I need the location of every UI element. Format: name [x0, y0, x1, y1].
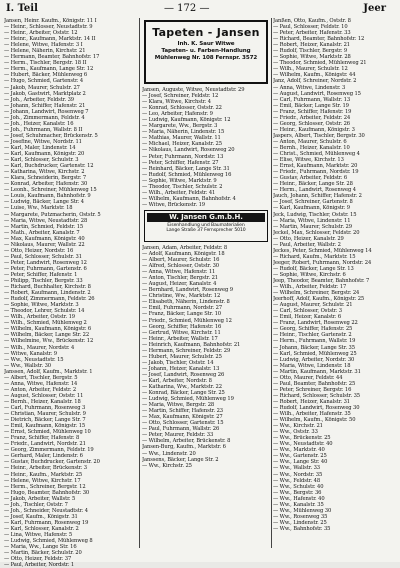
- directory-entry: — Paul, Arbeiter, Wallstr. 2: [273, 241, 341, 248]
- directory-entry: — Konrad, Schlosser, Oststr. 22: [142, 105, 222, 112]
- directory-entry: Jansen-Burg, Kaufm., Marktstr. 6: [142, 444, 226, 451]
- directory-entry: — Ww., Neustadtstr. 40: [273, 441, 333, 448]
- directory-entry: — Anna, Witwe, Hafenstr. 11: [142, 269, 216, 276]
- directory-entry: — Anton, Maurer, Schulstr. 6: [273, 138, 347, 145]
- directory-entry: — Lina, Witwe, Hafenstr. 5: [4, 531, 73, 538]
- directory-entry: — Ww., Kirchstr. 25: [142, 462, 192, 469]
- directory-entry: — Rudolf, Zimmermann, Feldstr. 26: [4, 296, 95, 303]
- directory-entry: — Heinrich, Kaufmann, Bahnhofstr. 21: [142, 341, 241, 348]
- directory-entry: — Theodor, Tischler, Schulstr. 2: [142, 183, 223, 190]
- directory-entry: — Hermann, Beamter, Bahnhofstr. 17: [4, 54, 100, 61]
- directory-entry: — August, Landwirt, Rosenweg 15: [273, 90, 361, 97]
- directory-entry: — Max, Kaufmann, Königstr. 27: [142, 414, 223, 421]
- directory-entry: — Jakob, Tischler, Oststr. 14: [142, 359, 214, 366]
- directory-entry: — Friedr., Landwirt, Nordstr. 21: [4, 441, 86, 448]
- directory-entry: — Maria, Witwe, Lindenstr. 11: [273, 217, 351, 224]
- directory-entry: — Christian, Maurer, Schulstr. 9: [4, 411, 86, 418]
- directory-entry: — Heinr., Arbeiter, Wallstr. 17: [142, 335, 218, 342]
- directory-entry: Jeeger, Robert, Fuhrmann, Nordstr. 24: [273, 259, 372, 266]
- directory-entry: — Ww., Kirchstr. 21: [273, 423, 323, 430]
- directory-entry: — Joh., Fuhrmann, Wallstr. 8 II: [4, 126, 83, 133]
- directory-entry: — Anton, Arbeiter, Feldstr. 2: [4, 386, 77, 393]
- directory-entry: — Josef, Kaufm., Königstr. 31: [4, 513, 78, 520]
- directory-entry: — Richard, Schlosser, Schulstr. 35: [273, 392, 360, 399]
- directory-entry: — Heinr., Schlosser, Neustadtstr. 9: [4, 24, 93, 31]
- directory-entry: — Ww., Nordstr. 35: [273, 471, 323, 478]
- directory-entry: — Anna, Witwe, Hafenstr. 14: [4, 380, 78, 387]
- directory-entry: — Emil, Bäcker, Lange Str. 19: [273, 102, 349, 109]
- directory-entry: — Carl, Fuhrmann, Rosenweg 3: [4, 405, 86, 411]
- directory-entry: — Wilhelm, Kaufmann, Bahnhofstr. 4: [142, 195, 236, 202]
- directory-entry: — Katharina, Ww., Marktstr. 22: [142, 384, 222, 391]
- section-label: I. Teil: [6, 3, 38, 14]
- directory-entry: — Rudolf, Landwirt, Rosenweg 30: [273, 405, 360, 411]
- directory-entry: — Peter, Maurer, Feldstr. 33: [142, 432, 214, 439]
- directory-entry: — Sophie, Witwe, Marktstr. 9: [142, 177, 217, 184]
- directory-entry: — Paul, Fuhrmann, Wallstr. 26: [142, 426, 220, 433]
- directory-entry: Jauch, Johann, Schiffer, Hafenstr. 2: [273, 193, 362, 200]
- directory-entry: — Wilhelm, Kaufmann, Königstr. 6: [4, 326, 92, 333]
- directory-entry: — Bernh., Heizer, Kanalstr. 18: [4, 398, 81, 405]
- directory-entry: — Robert, Kaufmann, Lindenstr. 2: [4, 290, 91, 297]
- directory-entry: — Carl, Schlosser, Oststr. 3: [273, 308, 342, 315]
- ad-line: Inh. K. Saur Witwe: [177, 41, 235, 47]
- directory-entry: — Heinr., Arbeiter, Oststr. 12: [4, 30, 78, 37]
- directory-entry: — Wilh., Maurer, Nordstr. 4: [4, 344, 75, 351]
- directory-entry: — Leo, Arbeiter, Hafenstr. 9: [142, 111, 213, 118]
- directory-entry: — Anna, Witwe, Lindenstr. 3: [273, 84, 346, 91]
- directory-entry: — Friedr., Schmied, Mühlenweg 12: [142, 317, 232, 324]
- directory-entry: — Katharina, Witwe, Kirchstr. 2: [4, 169, 85, 176]
- directory-entry: — Karl, Buchdrucker, Gartenstr. 12: [4, 163, 94, 170]
- directory-entry: — Karl, Fuhrmann, Rosenweg 19: [4, 519, 89, 526]
- directory-entry: — Herm., Fuhrmann, Wallstr. 19: [273, 338, 356, 345]
- directory-entry: — Ww., Brückenstr. 25: [273, 435, 331, 442]
- directory-entry: — Wilhelm, Kaufm., Königstr. 44: [273, 72, 356, 79]
- directory-entry: — Heinr., Tischler, Gartenstr. 2: [273, 332, 352, 339]
- directory-entry: — Johann, Bäcker, Lange Str. 35: [273, 344, 355, 351]
- directory-entry: — Herm., Schreiner, Bergstr. 12: [4, 483, 86, 490]
- directory-entry: — Hermann, Schreiner, Feldstr. 29: [142, 347, 231, 354]
- directory-entry: — Christ., Schmied, Mühlenweg 4: [273, 151, 360, 158]
- directory-entry: — Heinr., Arbeiter, Brückenstr. 3: [4, 465, 87, 472]
- directory-entry: Janssen, Adolf, Kaufm., Marktstr. 1: [4, 368, 93, 375]
- directory-entry: — Anton, Tischler, Bergstr. 21: [142, 275, 218, 282]
- directory-entry: — Sophie, Witwe, Marktstr. 3: [4, 302, 79, 309]
- directory-entry: — Josef, Schuhmacher, Brückenstr. 5: [4, 132, 98, 139]
- directory-entry: — Wilh., Arbeiter, Feldstr. 41: [142, 189, 216, 196]
- directory-entry: — Albert, Tischler, Bergstr. 5: [4, 374, 78, 381]
- directory-entry: — Heinr., Kaufmann, Königstr. 3: [273, 126, 355, 133]
- directory-entry: — Georg, Schiffer, Hafenstr. 25: [273, 326, 353, 333]
- directory-entry: — Albert, Maurer, Schulstr. 16: [142, 257, 220, 264]
- directory-entry: — Alfred, Schlosser, Oststr. 30: [142, 263, 219, 270]
- directory-entry: — August, Schlosser, Oststr. 11: [4, 392, 84, 399]
- directory-entry: — Ww., Lindenstr. 20: [142, 450, 196, 457]
- directory-entry: — Dietrich, Bäcker, Lange Str. 7: [4, 417, 86, 424]
- directory-entry: — Wilhelm, Kaufm., Königstr. 50: [273, 417, 356, 424]
- directory-entry: — Ernst, Kaufmann, Marktstr. 20: [273, 163, 358, 170]
- directory-entry: — Margarete, Ww., Bergstr. 3: [142, 123, 218, 130]
- directory-entry: — Elisabeth, Näherin, Lindenstr. 8: [142, 299, 230, 306]
- directory-entry: — Witwe, Kanalstr. 9: [4, 350, 57, 357]
- directory-entry: — Josef, Schreiner, Gartenstr. 8: [273, 199, 353, 206]
- directory-entry: — Ww., Hafenstr. 40: [273, 495, 325, 502]
- directory-entry: — Ludwig, Schmied, Mühlenweg 8: [4, 538, 93, 545]
- directory-entry: — Peter, Schreiner, Bergstr. 16: [273, 386, 352, 393]
- directory-entry: — Joh., Zimmermann, Feldstr. 4: [4, 114, 85, 121]
- directory-entry: — Josefine, Witwe, Nordstr. 11: [4, 138, 82, 145]
- directory-entry: — Sophie, Witwe, Marktstr. 28: [273, 54, 351, 61]
- directory-entry: — Peter, Landwirt, Rosenweg 12: [4, 259, 87, 266]
- directory-entry: — Martin, Bäcker, Schulstr. 20: [4, 550, 82, 557]
- directory-entry: — Max, Kaufmann, Königstr. 40: [4, 235, 85, 242]
- directory-entry: — Rudolf, Bäcker, Lange Str. 13: [273, 265, 354, 272]
- directory-entry: — Heinr., Bäcker, Lange Str. 28: [273, 181, 353, 188]
- directory-entry: — Wilhelm, Arbeiter, Brückenstr. 8: [142, 438, 231, 445]
- directory-entry: — Ww., Kanalstr. 35: [273, 501, 324, 508]
- directory-entry: — Margarete, Putzmacherin, Oststr. 5: [4, 211, 101, 218]
- directory-entry: Janz, Adolf, Schreiner, Nordstr. 2: [273, 78, 357, 85]
- directory-entry: — Ww., Lange Str. 40: [273, 459, 328, 466]
- directory-entry: — Otto, Schlosser, Gartenstr. 15: [142, 420, 224, 427]
- directory-entry: — Richard, Kaufm., Marktstr. 15: [273, 253, 356, 260]
- directory-entry: — Joh., Tischler, Oststr. 7: [4, 501, 68, 508]
- directory-entry: — Hugo, Beamter, Bahnhofstr. 30: [4, 489, 90, 496]
- directory-entry: — Wilhelmine, Ww., Brückenstr. 12: [4, 338, 94, 345]
- directory-entry: — Ww., Mühlenweg 30: [273, 507, 332, 514]
- directory-entry: — Klara, Schneiderin, Bergstr. 7: [4, 175, 87, 182]
- directory-entry: — Hubert, Bäcker, Mühlenweg 6: [4, 72, 88, 79]
- directory-entry: — Maria, Ww., Lange Str. 16: [4, 544, 77, 551]
- directory-entry: — Josef, Landwirt, Rosenweg 26: [142, 371, 225, 378]
- directory-entry: — August, Heizer, Kanalstr. 4: [142, 281, 217, 288]
- directory-entry: — Georg, Schlosser, Oststr. 26: [273, 120, 351, 127]
- directory-entry: — Martin, Schmied, Feldstr. 15: [4, 223, 84, 230]
- directory-entry: — Leonh., Schreiner, Mühlenweg 15: [4, 187, 97, 194]
- directory-entry: — Peter, Fuhrmann, Nordstr. 13: [142, 153, 224, 160]
- directory-entry: — Ww., Gartenstr. 25: [273, 453, 327, 460]
- directory-entry: — August, Maurer, Schulstr. 21: [273, 302, 353, 309]
- directory-entry: — Richard, Buchhalter, Kirchstr. 8: [4, 284, 91, 291]
- directory-entry: — Gustav, Buchdrucker, Gartenstr. 20: [4, 459, 100, 466]
- directory-entry: — Klara, Witwe, Kirchstr. 4: [142, 99, 211, 106]
- page-header: [6, 3, 394, 17]
- directory-entry: — Helene, Näherin, Kirchstr. 21: [4, 48, 86, 55]
- directory-entry: — Helene, Witwe, Hafenstr. 3 I: [4, 42, 83, 49]
- column-divider: [139, 18, 140, 548]
- directory-entry: — Joh., Schneider, Neustadtstr. 4: [4, 507, 88, 514]
- directory-entry: — Ludwig, Bäcker, Lange Str. 4: [4, 199, 84, 206]
- directory-entry: — Wilh., Arbeiter, Oststr. 19: [4, 314, 75, 321]
- directory-entry: — Carl, Fuhrmann, Wallstr. 13: [273, 96, 351, 103]
- directory-entry: — Peter, Arbeiter, Hafenstr. 33: [273, 30, 351, 37]
- directory-entry: — Reinhard, Bäcker, Lange Str. 31: [142, 165, 230, 172]
- directory-entry: — Math., Arbeiter, Kanalstr. 7: [4, 229, 80, 236]
- directory-entry: Janssens, Bäcker, Lange Str. 2: [142, 456, 219, 463]
- advertisement-tapeten-jansen: [144, 20, 268, 84]
- directory-entry: — Jakob, Maurer, Schulstr. 27: [4, 84, 80, 91]
- directory-entry: — Franz, Bäcker, Lange Str. 10: [142, 311, 221, 318]
- directory-entry: — Joh., Arbeiter, Feldstr. 39: [4, 96, 74, 103]
- directory-entry: — Maria, Näherin, Lindenstr. 15: [142, 129, 225, 136]
- directory-entry: — Peter, Schiffer, Hafenstr. 27: [142, 159, 219, 166]
- directory-entry: — Wilh., Arbeiter, Hafenstr. 35: [273, 411, 351, 418]
- entry-list: [142, 87, 270, 208]
- directory-entry: Jaspers, Albert, Tischler, Bergstr. 30: [273, 132, 365, 139]
- directory-entry: — Peter, Fuhrmann, Gartenstr. 6: [4, 265, 87, 272]
- directory-entry: — Martin, Maurer, Schulstr. 29: [273, 223, 352, 230]
- directory-column-3: [273, 18, 397, 532]
- directory-entry: — Ludwig, Arbeiter, Nordstr. 30: [273, 356, 355, 363]
- directory-entry: — Ww., Feldstr. 48: [273, 477, 321, 484]
- directory-entry: — Josef, Schreiner, Feldstr. 12: [142, 93, 219, 100]
- directory-entry: — Louis, Kaufmann, Bahnhofstr. 9: [4, 193, 91, 200]
- directory-entry: — Michael, Heizer, Kanalstr. 25: [142, 141, 222, 148]
- advertisement-w-jansen: [144, 210, 268, 242]
- directory-column-1: [4, 18, 138, 568]
- directory-entry: — Theodor, Lehrer, Schulstr. 14: [4, 308, 85, 315]
- ad-line: Tapeten- u. Farben-Handlung: [161, 48, 251, 54]
- directory-entry: — Karl, Schmied, Mühlenweg 25: [273, 350, 357, 357]
- directory-column-2: [142, 18, 270, 469]
- directory-entry: — Helene, Witwe, Kirchstr. 17: [4, 477, 81, 484]
- directory-entry: — Herm., Tischler, Bergstr. 18 II: [4, 60, 87, 67]
- directory-entry: — Friedr., Arbeiter, Feldstr. 24: [273, 114, 351, 121]
- directory-entry: — Richard, Beamter, Bahnhofstr. 12: [273, 36, 365, 43]
- directory-entry: — Ww., Oststr. 33: [273, 429, 318, 436]
- directory-entry: — Heinr., Kaufm., Marktstr. 25: [4, 471, 83, 478]
- directory-entry: — Franz, Landwirt, Rosenweg 22: [273, 320, 358, 327]
- directory-entry: — Paul, Arbeiter, Nordstr. 1: [4, 562, 75, 568]
- directory-entry: — Karl, Maler, Lindenstr. 14: [4, 144, 76, 151]
- directory-entry: — Martin, Schiffer, Hafenstr. 23: [142, 408, 223, 415]
- ad-line: Mühlenweg Nr. 108 Fernspr. 3572: [154, 55, 258, 61]
- directory-entry: — Karl, Schlosser, Kanalstr. 2: [4, 525, 79, 532]
- column-divider: [271, 18, 272, 548]
- directory-entry: Jansen, Adam, Arbeiter, Feldstr. 8: [142, 244, 228, 251]
- directory-entry: — Ww., Neustadtstr. 15: [4, 356, 64, 363]
- directory-entry: — Ww., Bahnhofstr. 35: [273, 525, 331, 532]
- directory-entry: — Konrad, Arbeiter, Hafenstr. 30: [4, 181, 88, 188]
- directory-entry: — Peter, Schiffer, Hafenstr. 1: [4, 271, 78, 278]
- directory-entry: Jeerhoff, Adolf, Kaufm., Königstr. 25: [273, 296, 365, 303]
- directory-entry: — Ww., Marktstr. 40: [273, 447, 325, 454]
- directory-entry: — Philipp, Tischler, Bergstr. 33: [4, 278, 83, 285]
- directory-entry: — Gerhard, Maler, Lindenstr. 6: [4, 453, 83, 460]
- directory-entry: — Wilh., Arbeiter, Feldstr. 17: [273, 284, 347, 291]
- directory-entry: — Wilh., Schmied, Mühlenweg 2: [4, 320, 87, 327]
- directory-entry: — Franz, Schiffer, Hafenstr. 8: [4, 435, 80, 442]
- directory-entry: — Johann, Schiffer, Hafenstr. 21: [4, 102, 86, 109]
- directory-entry: — Christine, Ww., Marktstr. 12: [142, 293, 221, 300]
- directory-entry: — Emil, Kaufmann, Königstr. 15: [4, 423, 86, 430]
- directory-entry: — Karl, Kaufmann, Königstr. 9: [273, 205, 350, 212]
- directory-entry: — Georg, Schiffer, Hafenstr. 16: [142, 323, 222, 330]
- directory-entry: — Ludwig, Schmied, Mühlenweg 19: [142, 396, 234, 403]
- directory-entry: — Wilhelm, Bäcker, Lange Str. 22: [4, 332, 90, 339]
- directory-entry: — Paul, Schlosser, Feldstr. 10: [273, 24, 348, 31]
- directory-entry: Jeep, Theodor, Beamter, Bahnhofstr. 7: [273, 278, 370, 285]
- directory-entry: — Otto, Maurer, Feldstr. 44: [273, 374, 343, 381]
- directory-entry: — Robert, Heizer, Kanalstr. 31: [273, 398, 350, 405]
- directory-entry: — Rudolf, Tischler, Bergstr. 9: [273, 48, 348, 55]
- directory-entry: — Konrad, Bäcker, Lange Str. 25: [142, 390, 225, 397]
- directory-entry: — Robert, Heizer, Kanalstr. 21: [273, 42, 350, 49]
- directory-entry: — Rudolf, Schmied, Mühlenweg 16: [142, 171, 232, 178]
- directory-entry: — Maria, Witwe, Bergstr. 28: [142, 402, 215, 409]
- directory-entry: — Hubert, Maurer, Schulstr. 25: [142, 353, 222, 360]
- directory-entry: — Martin, Kaufmann, Marktstr. 31: [273, 368, 361, 375]
- directory-entry: — Emil, Fuhrmann, Nordstr. 27: [142, 305, 223, 312]
- directory-entry: — Jakob, Arbeiter, Wallstr. 5: [4, 495, 76, 502]
- directory-entry: Jeckes, Peter, Schmied, Mühlenweg 14: [273, 247, 372, 254]
- directory-entry: — Franz, Schiffer, Hafenstr. 19: [273, 108, 352, 115]
- directory-entry: — Otto, Heizer, Feldstr. 37: [4, 556, 72, 563]
- directory-entry: — Karl, Schlosser, Schulstr. 3: [4, 157, 79, 164]
- directory-entry: — Hugo, Schmied, Gartenstr. 4: [4, 78, 84, 85]
- ad-title: W. Jansen G.m.b.H.: [147, 213, 265, 222]
- directory-entry: — Theodor, Schmied, Mühlenweg 21: [273, 60, 367, 67]
- directory-entry: — Ww., Wallstr. 30: [4, 362, 51, 369]
- directory-entry: — Nikolaus, Landwirt, Rosenweg 20: [142, 147, 235, 154]
- directory-entry: — Johann, Landwirt, Rosenweg 7: [4, 108, 89, 115]
- directory-entry: — Sophie, Witwe, Kirchstr. 6: [273, 271, 346, 278]
- directory-entry: — Nikolaus, Maurer, Wallstr. 22: [4, 241, 85, 248]
- directory-entry: — Maria, Witwe, Lindenstr. 18: [273, 362, 351, 369]
- directory-entry: — Emil, Heizer, Kanalstr. 6: [273, 314, 342, 321]
- directory-entry: — Ww., Lindenstr. 25: [273, 519, 327, 526]
- directory-entry: — Ww., Rosenweg 35: [273, 513, 328, 520]
- directory-entry: — Herm., Kaufmann, Lange Str. 12: [4, 66, 94, 73]
- directory-entry: — Ww., Bergstr. 36: [273, 489, 322, 496]
- directory-entry: — Ernst, Schmied, Mühlenweg 10: [4, 429, 91, 436]
- directory-entry: Jansen, Heinr. Kaufm., Königstr. 11 I: [4, 18, 97, 24]
- directory-entry: — Otto, Heizer, Nordstr. 16: [4, 247, 74, 254]
- page-number: — 172 —: [164, 3, 210, 14]
- directory-entry: — Karl, Kaufmann, Königstr. 20: [4, 151, 85, 158]
- ad-line: Lange Straße 37 Fernsprecher 5010: [166, 228, 246, 234]
- directory-entry: — Mathias, Maurer, Wallstr. 11: [142, 135, 221, 142]
- directory-entry: — Ww., Wallstr. 33: [273, 465, 320, 472]
- directory-entry: — Bernhard, Landwirt, Rosenweg 9: [142, 287, 233, 294]
- ad-title: Tapeten - Jansen: [152, 26, 260, 39]
- directory-entry: — Otto, Heizer, Kanalstr. 29: [273, 235, 344, 242]
- directory-entry: — Ww., Schulstr. 40: [273, 483, 324, 490]
- directory-entry: Janßen, Otto, Kaufm., Oststr. 8: [273, 18, 351, 24]
- directory-entry: — Friedr., Fuhrmann, Nordstr. 19: [273, 169, 359, 176]
- directory-entry: — Joh., Heizer, Kanalstr. 16: [4, 120, 74, 127]
- directory-entry: — Wilh., Maurer, Schulstr. 12: [273, 66, 348, 73]
- directory-entry: — Gertrud, Witwe, Kirchstr. 11: [142, 329, 221, 336]
- ad-line: Eisenhandlung und Baumaterialien: [167, 222, 245, 228]
- directory-entry: — Wilhelm, Schreiner, Bergstr. 24: [273, 290, 360, 297]
- directory-entry: — Ludwig, Kaufmann, Königstr. 12: [142, 117, 231, 124]
- directory-entry: Jansen, Auguste, Witwe, Neustadtstr. 29: [142, 87, 245, 93]
- directory-entry: Jeck, Ludwig, Tischler, Oststr. 15: [273, 211, 357, 218]
- directory-entry: — Elise, Witwe, Kirchstr. 13: [273, 157, 344, 164]
- directory-entry: — Bernh., Heizer, Kanalstr. 10: [273, 144, 350, 151]
- directory-entry: — Georg, Zimmermann, Feldstr. 19: [4, 447, 94, 454]
- directory-entry: — Gustav, Arbeiter, Feldstr. 6: [273, 175, 348, 182]
- directory-entry: — Herm., Landwirt, Rosenweg 4: [273, 187, 356, 194]
- directory-entry: — Karl, Arbeiter, Nordstr. 8: [142, 377, 212, 384]
- directory-entry: — Luise, Ww., Marktstr. 18: [4, 205, 73, 212]
- directory-entry: — Witwe, Brückenstr. 19: [142, 201, 205, 208]
- directory-entry: — Paul, Beamter, Bahnhofstr. 25: [273, 380, 356, 387]
- directory-entry: — Johann, Heizer, Kanalstr. 13: [142, 365, 220, 372]
- running-head: Jeer: [363, 3, 386, 14]
- directory-entry: — Heinr., Kaufmann, Marktstr. 14 II: [4, 36, 96, 43]
- entry-list: [142, 245, 270, 469]
- directory-entry: — Maria, Witwe, Neustadtstr. 28: [4, 217, 88, 224]
- directory-entry: — Adolf, Kaufmann, Königstr. 18: [142, 250, 225, 257]
- directory-entry: — Jakob, Gastwirt, Marktplatz 2: [4, 90, 86, 97]
- directory-entry: Jeckel, Max, Schlosser, Feldstr. 20: [273, 229, 360, 236]
- directory-entry: — Paul, Schlosser, Schulstr. 31: [4, 253, 82, 260]
